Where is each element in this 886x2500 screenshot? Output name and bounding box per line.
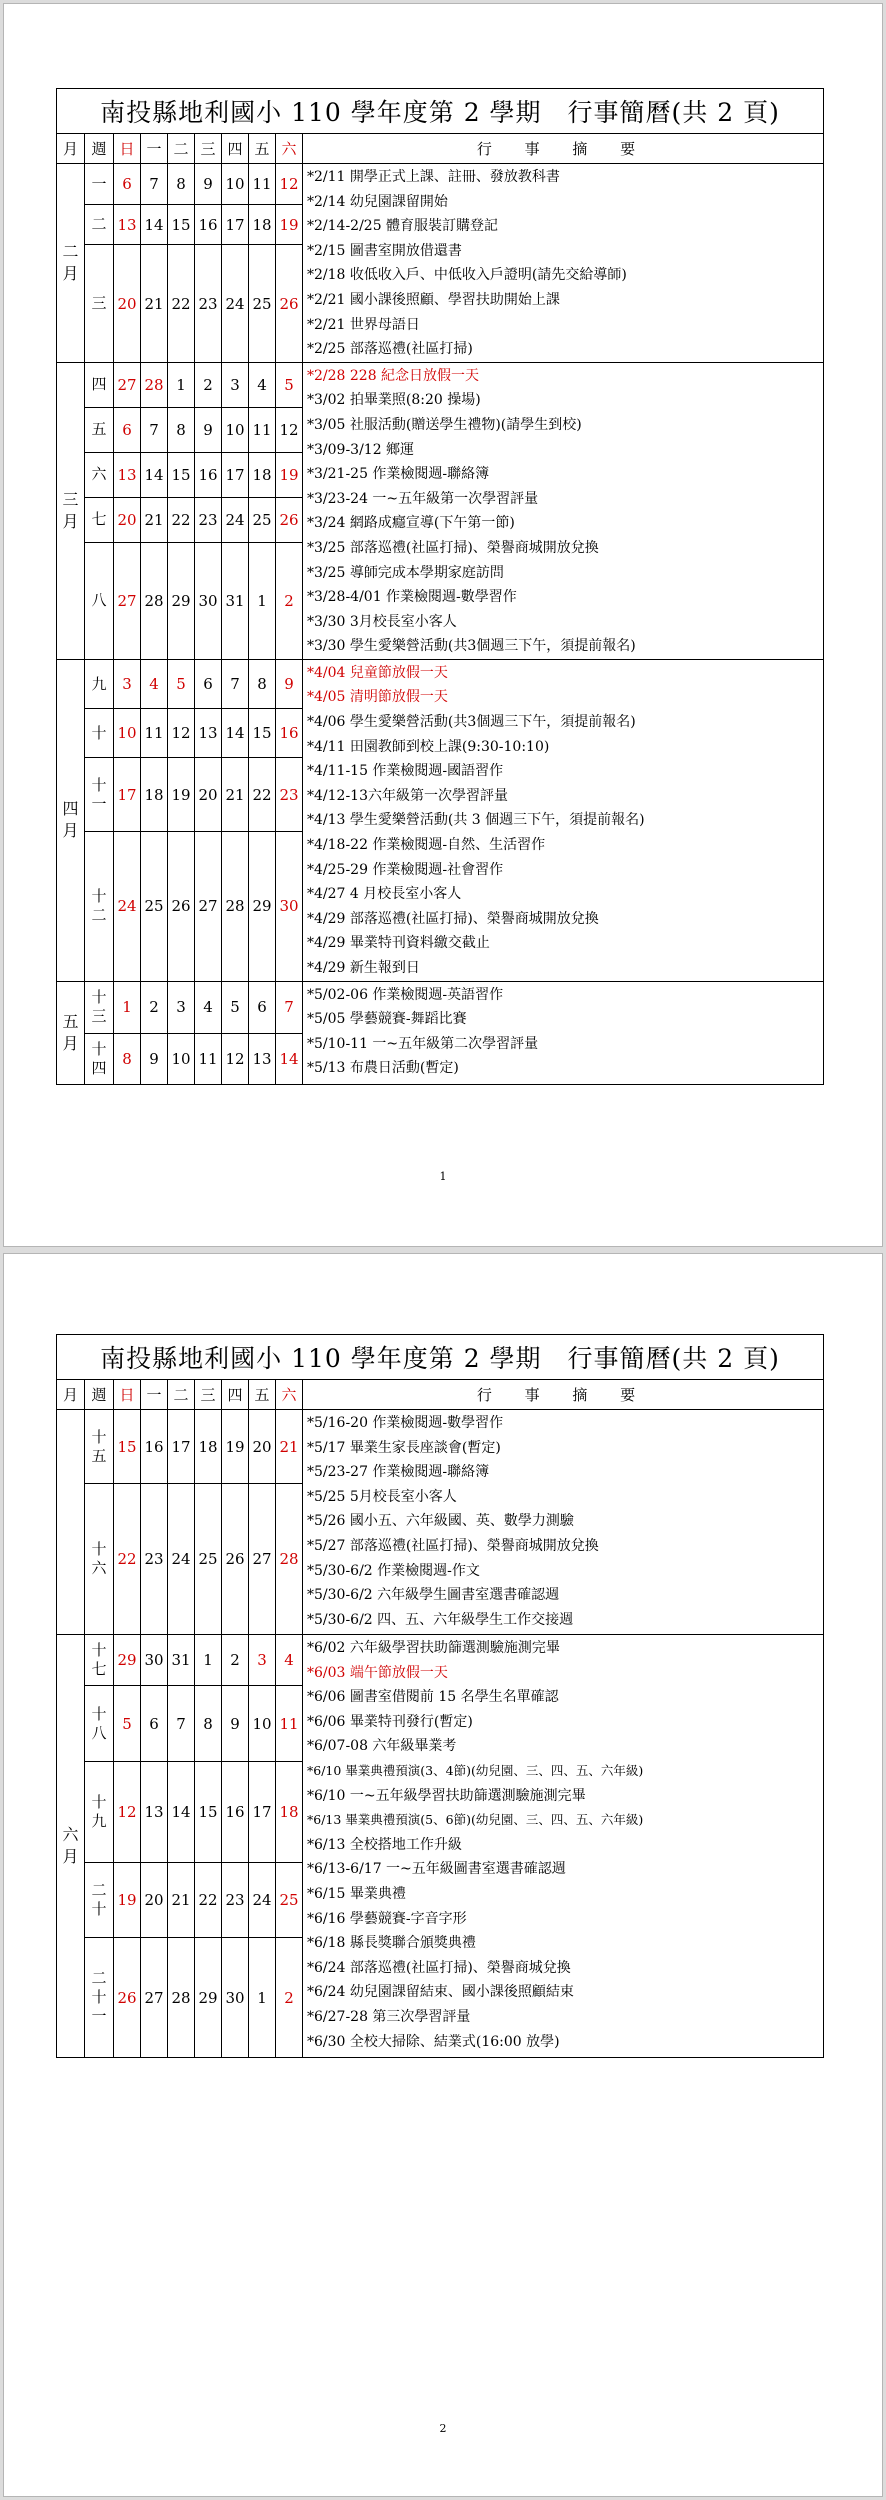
week-number: 十 九 [85,1762,114,1863]
header-sunday: 日 [114,1380,141,1410]
day-cell: 19 [114,1863,141,1938]
events-may [303,981,824,1084]
day-cell: 25 [249,497,276,542]
event-item: *2/14-2/25 體育服裝訂購登記 [307,218,499,235]
week-number: 十 一 [85,758,114,831]
event-item-holiday: *2/28 228 紀念日放假一天 [307,367,480,384]
week-number: 十 三 [85,981,114,1033]
day-cell: 20 [195,758,222,831]
day-cell: 31 [222,542,249,659]
header-week: 週 [85,134,114,164]
events-may-2 [303,1410,824,1635]
day-cell: 18 [276,1762,303,1863]
event-item: *6/06 圖書室借閱前 15 名學生名單確認 [307,1689,559,1706]
day-cell: 4 [141,659,168,708]
day-cell: 9 [222,1686,249,1762]
day-cell: 18 [141,758,168,831]
day-cell: 25 [195,1484,222,1635]
event-item: *5/30-6/2 作業檢閱週-作文 [307,1562,480,1579]
event-item: *2/11 開學正式上課、註冊、發放教科書 [307,169,560,185]
event-item: *6/13 畢業典禮預演(5、6節)(幼兒園、三、四、五、六年級) [307,1812,644,1828]
day-cell: 29 [195,1938,222,2058]
week-number: 十 六 [85,1484,114,1635]
day-cell: 28 [168,1938,195,2058]
day-cell: 11 [276,1686,303,1762]
day-cell: 3 [168,981,195,1033]
week-number: 十 二 [85,831,114,981]
day-cell: 22 [168,497,195,542]
day-cell: 1 [168,362,195,407]
day-cell: 2 [222,1635,249,1686]
day-cell: 23 [276,758,303,831]
day-cell: 1 [195,1635,222,1686]
day-cell: 16 [276,709,303,758]
week-row [57,1410,824,1484]
week-number: 一 [85,164,114,205]
page-number: 1 [439,1170,447,1183]
events-march [303,362,824,659]
day-cell: 4 [276,1635,303,1686]
event-item: *6/02 六年級學習扶助篩選測驗施測完畢 [307,1640,560,1656]
day-cell: 14 [141,205,168,245]
week-row [57,659,824,708]
day-cell: 31 [168,1635,195,1686]
day-cell: 6 [195,659,222,708]
header-wednesday: 三 [195,134,222,164]
day-cell: 27 [195,831,222,981]
week-number: 九 [85,659,114,708]
day-cell: 17 [222,452,249,497]
event-item: *5/30-6/2 四、五、六年級學生工作交接週 [307,1611,574,1628]
day-cell: 8 [114,1033,141,1084]
day-cell: 14 [222,709,249,758]
day-cell: 17 [168,1410,195,1484]
day-cell: 22 [114,1484,141,1635]
event-item: *3/23-24 一~五年級第一次學習評量 [307,490,539,507]
event-item: *3/02 拍畢業照(8:20 操場) [307,392,481,409]
day-cell: 15 [168,452,195,497]
event-item: *4/18-22 作業檢閱週-自然、生活習作 [307,837,546,854]
day-cell: 12 [276,164,303,205]
week-number: 八 [85,542,114,659]
day-cell: 16 [195,452,222,497]
event-item: *6/18 縣長獎聯合頒獎典禮 [307,1935,476,1952]
event-item: *5/13 布農日活動(暫定) [307,1060,459,1077]
event-item: *2/21 世界母語日 [307,316,420,333]
day-cell: 12 [276,407,303,452]
day-cell: 7 [141,407,168,452]
week-number: 十 [85,709,114,758]
day-cell: 29 [168,542,195,659]
day-cell: 23 [195,245,222,362]
event-item-holiday: *4/04 兒童節放假一天 [307,664,448,681]
day-cell: 13 [141,1762,168,1863]
header-tuesday: 二 [168,134,195,164]
day-cell: 29 [114,1635,141,1686]
day-cell: 7 [276,981,303,1033]
day-cell: 6 [141,1686,168,1762]
day-cell: 4 [249,362,276,407]
day-cell: 8 [249,659,276,708]
event-item: *3/05 社服活動(贈送學生禮物)(請學生到校) [307,416,582,433]
day-cell: 5 [222,981,249,1033]
day-cell: 6 [249,981,276,1033]
day-cell: 25 [141,831,168,981]
day-cell: 3 [222,362,249,407]
page-number: 2 [439,2422,447,2435]
day-cell: 5 [114,1686,141,1762]
event-item: *3/24 網路成癮宣導(下午第一節) [307,515,515,532]
day-cell: 23 [195,497,222,542]
day-cell: 8 [168,164,195,205]
calendar-table-page-1 [56,88,824,1085]
header-row [57,134,824,164]
day-cell: 26 [276,245,303,362]
event-item: *5/23-27 作業檢閱週-聯絡簿 [307,1464,490,1481]
day-cell: 23 [141,1484,168,1635]
day-cell: 10 [168,1033,195,1084]
day-cell: 20 [114,245,141,362]
day-cell: 28 [222,831,249,981]
week-number: 十 五 [85,1410,114,1484]
day-cell: 1 [114,981,141,1033]
event-item: *6/10 一~五年級學習扶助篩選測驗施測完畢 [307,1787,586,1804]
event-item: *6/24 幼兒園課留結束、國小課後照顧結束 [307,1984,574,2001]
event-item: *5/16-20 作業檢閱週-數學習作 [307,1415,504,1431]
day-cell: 16 [222,1762,249,1863]
day-cell: 24 [222,245,249,362]
day-cell: 3 [249,1635,276,1686]
header-saturday: 六 [276,134,303,164]
event-item: *3/21-25 作業檢閱週-聯絡簿 [307,466,490,483]
event-item: *5/10-11 一~五年級第二次學習評量 [307,1035,539,1052]
day-cell: 21 [141,245,168,362]
week-number: 十 四 [85,1033,114,1084]
day-cell: 28 [141,362,168,407]
day-cell: 11 [249,164,276,205]
event-item: *5/26 國小五、六年級國、英、數學力測驗 [307,1513,574,1530]
day-cell: 2 [141,981,168,1033]
event-item: *4/11-15 作業檢閱週-國語習作 [307,763,504,780]
day-cell: 16 [141,1410,168,1484]
events-february [303,164,824,363]
day-cell: 30 [195,542,222,659]
event-item: *3/28-4/01 作業檢閱週-數學習作 [307,589,517,606]
event-item: *4/29 畢業特刊資料繳交截止 [307,935,490,952]
day-cell: 28 [276,1484,303,1635]
event-item: *4/12-13六年級第一次學習評量 [307,787,508,804]
event-item: *3/09-3/12 鄉運 [307,441,415,458]
event-item: *6/07-08 六年級畢業考 [307,1738,457,1755]
day-cell: 19 [222,1410,249,1484]
day-cell: 26 [168,831,195,981]
calendar-table-page-2 [56,1334,824,2058]
event-item: *3/30 3月校長室小客人 [307,613,457,630]
week-number: 三 [85,245,114,362]
day-cell: 21 [276,1410,303,1484]
day-cell: 20 [114,497,141,542]
day-cell: 5 [168,659,195,708]
day-cell: 30 [222,1938,249,2058]
day-cell: 22 [168,245,195,362]
day-cell: 25 [249,245,276,362]
day-cell: 20 [141,1863,168,1938]
day-cell: 22 [249,758,276,831]
day-cell: 27 [249,1484,276,1635]
day-cell: 13 [114,452,141,497]
day-cell: 23 [222,1863,249,1938]
week-row [57,362,824,407]
day-cell: 19 [276,205,303,245]
day-cell: 10 [222,164,249,205]
day-cell: 27 [141,1938,168,2058]
day-cell: 19 [276,452,303,497]
day-cell: 10 [249,1686,276,1762]
week-number: 四 [85,362,114,407]
day-cell: 9 [195,164,222,205]
week-number: 二 [85,205,114,245]
header-friday: 五 [249,1380,276,1410]
event-item: *6/15 畢業典禮 [307,1885,406,1902]
day-cell: 1 [249,542,276,659]
event-item: *6/16 學藝競賽-字音字形 [307,1910,467,1927]
header-row [57,1380,824,1410]
day-cell: 12 [114,1762,141,1863]
day-cell: 15 [249,709,276,758]
week-number: 二 十 [85,1863,114,1938]
day-cell: 10 [222,407,249,452]
week-number: 五 [85,407,114,452]
day-cell: 24 [249,1863,276,1938]
events-april [303,659,824,981]
day-cell: 6 [114,164,141,205]
event-item: *6/30 全校大掃除、結業式(16:00 放學) [307,2033,560,2050]
event-item: *2/15 圖書室開放借還書 [307,242,462,259]
page-title: 南投縣地利國小 110 學年度第 2 學期 行事簡曆(共 2 頁) [57,89,824,134]
day-cell: 18 [195,1410,222,1484]
event-item: *3/30 學生愛樂營活動(共3個週三下午，須提前報名) [307,638,636,655]
day-cell: 17 [222,205,249,245]
header-thursday: 四 [222,134,249,164]
day-cell: 18 [249,452,276,497]
event-item: *4/06 學生愛樂營活動(共3個週三下午，須提前報名) [307,714,636,731]
day-cell: 8 [168,407,195,452]
week-row [57,164,824,205]
day-cell: 15 [195,1762,222,1863]
event-item: *5/05 學藝競賽-舞蹈比賽 [307,1011,467,1028]
day-cell: 15 [114,1410,141,1484]
day-cell: 11 [249,407,276,452]
month-cell-february: 二 月 [57,164,85,363]
event-item: *2/14 幼兒園課留開始 [307,193,448,210]
week-row [57,1635,824,1686]
day-cell: 7 [168,1686,195,1762]
day-cell: 10 [114,709,141,758]
week-number: 六 [85,452,114,497]
day-cell: 13 [114,205,141,245]
day-cell: 9 [195,407,222,452]
event-item: *5/25 5月校長室小客人 [307,1488,457,1505]
header-saturday: 六 [276,1380,303,1410]
day-cell: 13 [195,709,222,758]
day-cell: 9 [276,659,303,708]
day-cell: 21 [222,758,249,831]
day-cell: 19 [168,758,195,831]
week-row [57,981,824,1033]
event-item: *6/10 畢業典禮預演(3、4節)(幼兒園、三、四、五、六年級) [307,1762,644,1778]
header-thursday: 四 [222,1380,249,1410]
day-cell: 29 [249,831,276,981]
day-cell: 15 [168,205,195,245]
event-item: *5/30-6/2 六年級學生圖書室選書確認週 [307,1587,560,1604]
day-cell: 21 [168,1863,195,1938]
day-cell: 26 [222,1484,249,1635]
document-page-1 [3,3,883,1247]
day-cell: 16 [195,205,222,245]
day-cell: 2 [276,542,303,659]
day-cell: 8 [195,1686,222,1762]
day-cell: 4 [195,981,222,1033]
week-number: 七 [85,497,114,542]
events-june [303,1635,824,2058]
month-cell-may: 五 月 [57,981,85,1084]
month-cell-may-continued [57,1410,85,1635]
event-item: *5/27 部落巡禮(社區打掃)、榮譽商城開放兌換 [307,1537,599,1554]
day-cell: 28 [141,542,168,659]
event-item: *2/25 部落巡禮(社區打掃) [307,341,473,358]
week-number: 二 十 一 [85,1938,114,2058]
day-cell: 18 [249,205,276,245]
day-cell: 13 [249,1033,276,1084]
event-item: *2/21 國小課後照顧、學習扶助開始上課 [307,291,560,308]
week-number: 十 八 [85,1686,114,1762]
header-month: 月 [57,134,85,164]
event-item: *4/11 田園教師到校上課(9:30-10:10) [307,738,550,755]
day-cell: 30 [141,1635,168,1686]
header-tuesday: 二 [168,1380,195,1410]
event-item-holiday: *6/03 端午節放假一天 [307,1664,448,1681]
event-item: *6/24 部落巡禮(社區打掃)、榮譽商城兌換 [307,1959,571,1976]
day-cell: 24 [222,497,249,542]
event-item: *4/29 部落巡禮(社區打掃)、榮譽商城開放兌換 [307,910,599,927]
header-friday: 五 [249,134,276,164]
day-cell: 11 [195,1033,222,1084]
event-item: *2/18 收低收入戶、中低收入戶證明(請先交給導師) [307,267,627,284]
month-cell-june: 六 月 [57,1635,85,2058]
header-summary: 行 事 摘 要 [303,134,824,164]
day-cell: 9 [141,1033,168,1084]
day-cell: 21 [141,497,168,542]
day-cell: 7 [141,164,168,205]
day-cell: 5 [276,362,303,407]
day-cell: 2 [276,1938,303,2058]
header-monday: 一 [141,1380,168,1410]
day-cell: 30 [276,831,303,981]
document-page-2 [3,1253,883,2497]
event-item: *4/27 4 月校長室小客人 [307,886,462,903]
day-cell: 14 [168,1762,195,1863]
day-cell: 24 [114,831,141,981]
day-cell: 27 [114,362,141,407]
event-item: *6/06 畢業特刊發行(暫定) [307,1713,473,1730]
day-cell: 26 [114,1938,141,2058]
day-cell: 17 [114,758,141,831]
month-cell-march: 三 月 [57,362,85,659]
day-cell: 14 [276,1033,303,1084]
day-cell: 17 [249,1762,276,1863]
day-cell: 14 [141,452,168,497]
header-week: 週 [85,1380,114,1410]
day-cell: 6 [114,407,141,452]
header-summary: 行 事 摘 要 [303,1380,824,1410]
header-sunday: 日 [114,134,141,164]
day-cell: 11 [141,709,168,758]
event-item-holiday: *4/05 清明節放假一天 [307,689,448,706]
page-title: 南投縣地利國小 110 學年度第 2 學期 行事簡曆(共 2 頁) [57,1335,824,1380]
day-cell: 22 [195,1863,222,1938]
day-cell: 20 [249,1410,276,1484]
event-item: *6/27-28 第三次學習評量 [307,2008,471,2025]
month-cell-april: 四 月 [57,659,85,981]
event-item: *6/13 全校搭地工作升級 [307,1836,462,1853]
day-cell: 12 [168,709,195,758]
header-monday: 一 [141,134,168,164]
day-cell: 7 [222,659,249,708]
week-number: 十 七 [85,1635,114,1686]
event-item: *5/17 畢業生家長座談會(暫定) [307,1439,501,1456]
event-item: *5/02-06 作業檢閱週-英語習作 [307,986,504,1003]
day-cell: 1 [249,1938,276,2058]
event-item: *6/13-6/17 一~五年級圖書室選書確認週 [307,1861,566,1878]
event-item: *3/25 導師完成本學期家庭訪問 [307,564,504,581]
day-cell: 25 [276,1863,303,1938]
day-cell: 2 [195,362,222,407]
event-item: *4/13 學生愛樂營活動(共 3 個週三下午，須提前報名) [307,812,645,829]
header-wednesday: 三 [195,1380,222,1410]
day-cell: 3 [114,659,141,708]
event-item: *3/25 部落巡禮(社區打掃)、榮譽商城開放兌換 [307,539,599,556]
header-month: 月 [57,1380,85,1410]
event-item: *4/25-29 作業檢閱週-社會習作 [307,861,504,878]
day-cell: 26 [276,497,303,542]
day-cell: 27 [114,542,141,659]
day-cell: 12 [222,1033,249,1084]
day-cell: 24 [168,1484,195,1635]
event-item: *4/29 新生報到日 [307,960,420,976]
